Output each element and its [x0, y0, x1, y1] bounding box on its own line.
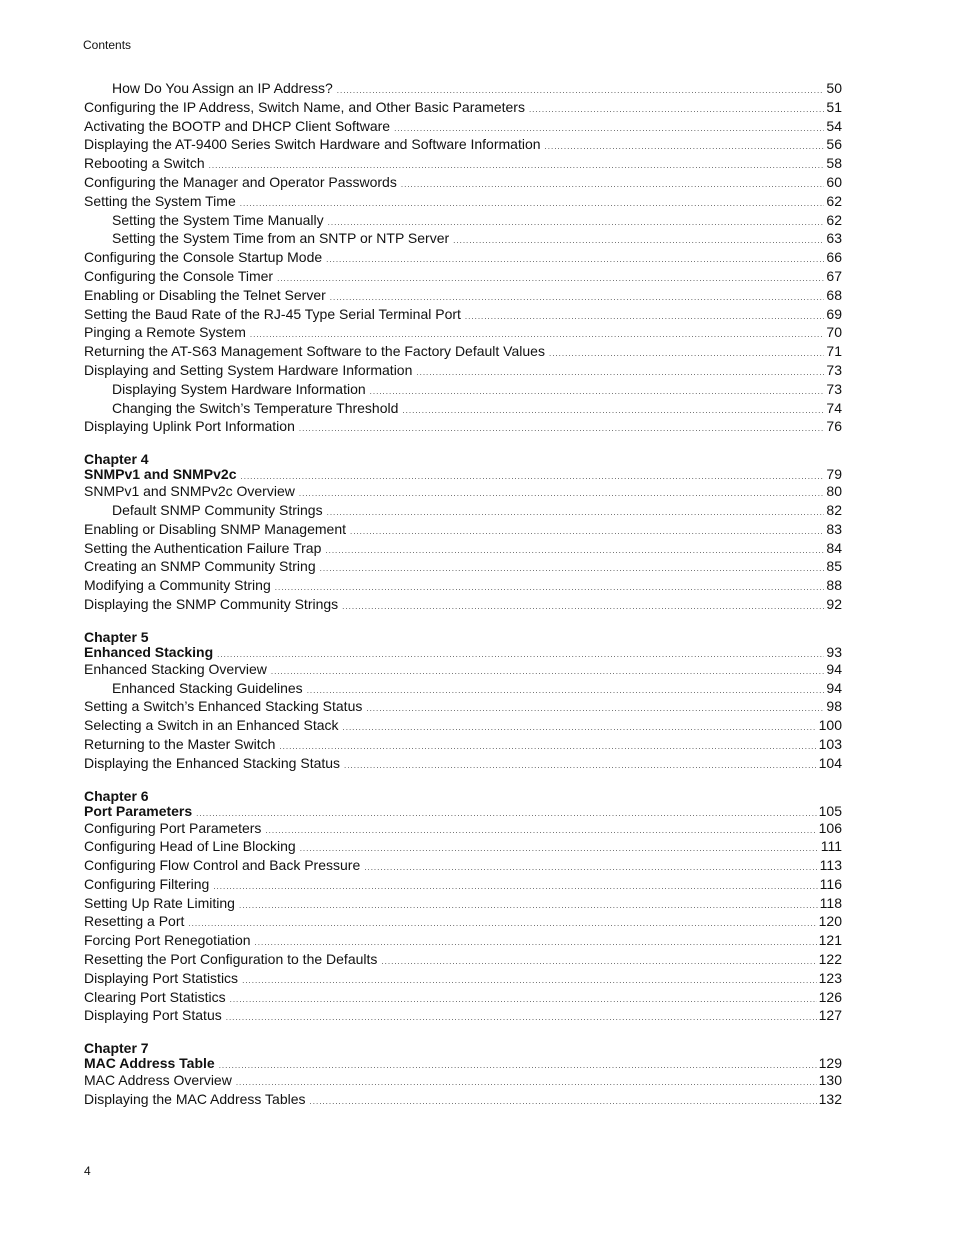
toc-entry[interactable]	[84, 716, 842, 735]
dot-leader	[370, 383, 825, 402]
toc-entry-title: Returning the AT-S63 Management Software to the Factory Default Values	[84, 343, 545, 360]
toc-entry-page: 50	[826, 80, 842, 96]
dot-leader	[529, 101, 824, 120]
toc-entry-page: 85	[826, 558, 842, 575]
toc-entry-title: Returning to the Master Switch	[84, 735, 276, 752]
dot-leader	[226, 1009, 817, 1028]
toc-entry-page: 121	[818, 932, 842, 949]
dot-leader	[242, 972, 817, 991]
toc-entry[interactable]	[84, 399, 842, 418]
toc-entry-title: Displaying the AT-9400 Series Switch Hardware and Software Information	[84, 136, 541, 153]
dot-leader	[239, 897, 818, 916]
toc-entry[interactable]	[84, 557, 842, 576]
toc-entry-page: 56	[826, 136, 842, 153]
toc-entry-title: Enhanced Stacking Overview	[84, 660, 267, 677]
chapter-title-entry[interactable]	[84, 804, 842, 819]
toc-entry[interactable]	[84, 380, 842, 399]
toc-entry-title: Changing the Switch’s Temperature Threshold	[112, 399, 399, 416]
toc-entry-title: Setting the Authentication Failure Trap	[84, 539, 322, 556]
toc-entry[interactable]	[84, 501, 842, 520]
toc-entry-title: Displaying the SNMP Community Strings	[84, 595, 339, 612]
dot-leader	[307, 682, 825, 701]
dot-leader	[381, 953, 816, 972]
toc-entry[interactable]	[84, 417, 842, 436]
toc-entry[interactable]	[84, 117, 842, 136]
toc-entry-title: How Do You Assign an IP Address?	[112, 80, 333, 96]
toc-entry-title: Displaying Uplink Port Information	[84, 418, 295, 435]
dot-leader	[402, 402, 824, 421]
chapter-label: Chapter 7	[84, 1040, 149, 1057]
toc-entry-page: 58	[826, 155, 842, 172]
dot-leader	[300, 840, 819, 859]
toc-entry-page: 70	[826, 324, 842, 341]
dot-leader	[310, 1093, 817, 1112]
toc-entry-page: 92	[826, 595, 842, 612]
toc-entry[interactable]	[84, 894, 842, 913]
toc-entry[interactable]	[84, 1090, 842, 1109]
toc-entry-page: 104	[818, 754, 842, 771]
dot-leader	[230, 991, 817, 1010]
toc-entry-title: SNMPv1 and SNMPv2c	[84, 466, 237, 483]
toc-entry-page: 118	[819, 894, 842, 911]
toc-entry[interactable]	[84, 837, 842, 856]
dot-leader	[465, 308, 825, 327]
dot-leader	[545, 138, 825, 157]
toc-entry-title: Configuring Head of Line Blocking	[84, 838, 296, 855]
dot-leader	[277, 270, 824, 289]
dot-leader	[320, 560, 825, 579]
toc-entry[interactable]	[84, 229, 842, 248]
toc-entry-page: 105	[818, 802, 842, 819]
chapter-title-entry[interactable]	[84, 467, 842, 482]
toc-entry-page: 60	[826, 173, 842, 190]
toc-entry[interactable]	[84, 950, 842, 969]
toc-entry-title: Activating the BOOTP and DHCP Client Software	[84, 117, 391, 134]
dot-leader	[364, 859, 817, 878]
dot-leader	[350, 523, 824, 542]
toc-entry[interactable]	[84, 735, 842, 754]
toc-entry-page: 98	[826, 698, 842, 715]
toc-entry[interactable]	[84, 342, 842, 361]
toc-entry[interactable]	[84, 856, 842, 875]
toc-entry-title: Configuring the Console Timer	[84, 267, 274, 284]
toc-entry-title: Displaying Port Statistics	[84, 969, 239, 986]
toc-entry-title: Configuring the Console Startup Mode	[84, 249, 323, 266]
toc-entry-title: SNMPv1 and SNMPv2c Overview	[84, 483, 295, 500]
toc-entry[interactable]	[84, 1071, 842, 1090]
dot-leader	[241, 469, 825, 484]
toc-entry-page: 73	[826, 380, 842, 397]
toc-entry-title: Setting the System Time	[84, 192, 236, 209]
dot-leader	[275, 579, 825, 598]
dot-leader	[453, 232, 824, 251]
toc-entry-title: Resetting the Port Configuration to the Defaults	[84, 951, 378, 968]
dot-leader	[271, 663, 825, 682]
toc-entry-title: Displaying Port Status	[84, 1007, 222, 1024]
toc-entry[interactable]	[84, 819, 842, 838]
toc-entry-title: Enabling or Disabling SNMP Management	[84, 520, 346, 537]
toc-entry[interactable]	[84, 595, 842, 614]
toc-entry-page: 130	[818, 1072, 842, 1089]
page-number: 4	[84, 1164, 91, 1178]
toc-entry-page: 76	[826, 418, 842, 435]
toc-entry-title: Forcing Port Renegotiation	[84, 932, 251, 949]
toc-entry[interactable]	[84, 361, 842, 380]
toc-entry-page: 69	[826, 305, 842, 322]
toc-entry[interactable]	[84, 697, 842, 716]
toc-entry[interactable]	[84, 286, 842, 305]
chapter-section	[84, 1040, 842, 1109]
toc-entry[interactable]	[84, 969, 842, 988]
toc-entry-page: 111	[820, 838, 842, 855]
dot-leader	[549, 345, 824, 364]
toc-entry-title: Selecting a Switch in an Enhanced Stack	[84, 717, 339, 734]
toc-entry-page: 80	[826, 483, 842, 500]
dot-leader	[188, 915, 816, 934]
toc-entry[interactable]	[84, 988, 842, 1007]
toc-entry-page: 62	[826, 192, 842, 209]
toc-entry[interactable]	[84, 754, 842, 773]
toc-entry-title: Configuring the IP Address, Switch Name, and Other Basic Parameters	[84, 98, 525, 115]
toc-entry-page: 68	[826, 286, 842, 303]
chapter-label: Chapter 6	[84, 787, 149, 804]
toc-entry-title: Rebooting a Switch	[84, 155, 205, 172]
dot-leader	[240, 195, 825, 214]
toc-entry-page: 62	[826, 211, 842, 228]
toc-entry-title: Configuring the Manager and Operator Passwords	[84, 173, 397, 190]
toc-entry[interactable]	[84, 154, 842, 173]
toc-entry-title: Enabling or Disabling the Telnet Server	[84, 286, 326, 303]
toc-entry-title: MAC Address Table	[84, 1055, 215, 1072]
dot-leader	[325, 542, 824, 561]
toc-entry[interactable]	[84, 135, 842, 154]
toc-entry[interactable]	[84, 875, 842, 894]
dot-leader	[279, 738, 816, 757]
chapter-section	[84, 451, 842, 614]
toc-entry-page: 51	[826, 98, 842, 115]
dot-leader	[342, 598, 824, 617]
chapter-title-entry[interactable]	[84, 1056, 842, 1071]
toc-entry-page: 106	[818, 819, 842, 836]
toc-entry-page: 71	[826, 343, 842, 360]
dot-leader	[213, 878, 817, 897]
toc-entry-title: Clearing Port Statistics	[84, 988, 226, 1005]
toc-entry[interactable]	[84, 576, 842, 595]
toc-entry-title: Modifying a Community String	[84, 577, 271, 594]
running-header: Contents	[83, 38, 132, 52]
toc-entry-page: 127	[818, 1007, 842, 1024]
toc-entry-page: 123	[818, 969, 842, 986]
toc-entry-title: Setting the System Time Manually	[112, 211, 324, 228]
toc-entry-page: 73	[826, 361, 842, 378]
toc-entry-page: 54	[826, 117, 842, 134]
toc-entry[interactable]	[84, 192, 842, 211]
dot-leader	[196, 806, 816, 821]
toc-entry-title: Setting the System Time from an SNTP or NTP Server	[112, 230, 450, 247]
toc-entry[interactable]	[84, 482, 842, 501]
dot-leader	[401, 176, 825, 195]
toc-entry-page: 129	[818, 1055, 842, 1072]
toc-entry-page: 126	[818, 988, 842, 1005]
toc-entry[interactable]	[84, 520, 842, 539]
toc-entry[interactable]	[84, 211, 842, 230]
dot-leader	[236, 1074, 817, 1093]
toc-entry-page: 103	[818, 735, 842, 752]
toc-entry-title: Displaying the MAC Address Tables	[84, 1091, 306, 1108]
toc-entry-title: Setting Up Rate Limiting	[84, 894, 235, 911]
toc-entry-title: Setting the Baud Rate of the RJ-45 Type Serial Terminal Port	[84, 305, 461, 322]
toc-entry[interactable]	[84, 679, 842, 698]
toc-entry-title: Configuring Flow Control and Back Pressure	[84, 857, 361, 874]
toc-entry-page: 83	[826, 520, 842, 537]
chapter-label: Chapter 4	[84, 451, 149, 468]
toc-entry[interactable]	[84, 98, 842, 117]
toc-entry-page: 67	[826, 267, 842, 284]
toc-entry-title: Port Parameters	[84, 802, 193, 819]
toc-entry-page: 93	[826, 643, 842, 660]
dot-leader	[219, 1058, 817, 1073]
toc-entry-title: Configuring Port Parameters	[84, 819, 262, 836]
toc-entry-title: Setting a Switch’s Enhanced Stacking Status	[84, 698, 363, 715]
toc-entry[interactable]	[84, 79, 842, 98]
dot-leader	[299, 420, 825, 439]
toc-entry-page: 66	[826, 249, 842, 266]
toc-entry-page: 74	[826, 399, 842, 416]
toc-entry[interactable]	[84, 267, 842, 286]
toc-entry-page: 63	[826, 230, 842, 247]
toc-entry[interactable]	[84, 539, 842, 558]
toc-entry-title: Resetting a Port	[84, 913, 185, 930]
toc-entry-title: Displaying and Setting System Hardware Information	[84, 361, 413, 378]
toc-entry-title: Displaying System Hardware Information	[112, 380, 366, 397]
chapter-title-entry[interactable]	[84, 645, 842, 660]
chapter-section	[84, 629, 842, 773]
dot-leader	[327, 504, 825, 523]
toc-entry-title: Configuring Filtering	[84, 875, 210, 892]
toc-entry-page: 132	[818, 1091, 842, 1108]
toc-entry-title: Pinging a Remote System	[84, 324, 246, 341]
toc-entry-title: Enhanced Stacking Guidelines	[112, 679, 303, 696]
toc-entry[interactable]	[84, 323, 842, 342]
toc-entry-page: 88	[826, 577, 842, 594]
toc-entry-page: 82	[826, 501, 842, 518]
toc-entry-title: Creating an SNMP Community String	[84, 558, 316, 575]
toc-entry[interactable]	[84, 173, 842, 192]
toc-entry[interactable]	[84, 931, 842, 950]
toc-entry-page: 94	[826, 660, 842, 677]
chapter-label: Chapter 5	[84, 628, 149, 645]
toc-entry-title: MAC Address Overview	[84, 1072, 232, 1089]
toc-entry-page: 79	[826, 466, 842, 483]
dot-leader	[343, 719, 817, 738]
toc-entry-title: Default SNMP Community Strings	[112, 501, 323, 518]
toc-entry[interactable]	[84, 248, 842, 267]
chapter-section	[84, 788, 842, 1026]
dot-leader	[344, 757, 817, 776]
toc-entry-page: 100	[818, 717, 842, 734]
table-of-contents	[84, 79, 842, 1109]
dot-leader	[265, 822, 816, 841]
toc-entry-title: Enhanced Stacking	[84, 643, 214, 660]
toc-entry-page: 84	[826, 539, 842, 556]
toc-entry-page: 122	[818, 951, 842, 968]
dot-leader	[217, 647, 824, 662]
toc-entry-page: 94	[826, 679, 842, 696]
toc-entry-title: Displaying the Enhanced Stacking Status	[84, 754, 341, 771]
dot-leader	[366, 700, 824, 719]
toc-entry[interactable]	[84, 912, 842, 931]
toc-entry-page: 116	[819, 875, 842, 892]
toc-entry-page: 113	[819, 857, 842, 874]
dot-leader	[326, 251, 824, 270]
toc-entry[interactable]	[84, 1006, 842, 1025]
toc-section	[84, 79, 842, 436]
dot-leader	[299, 485, 825, 504]
dot-leader	[416, 364, 824, 383]
toc-entry-page: 120	[818, 913, 842, 930]
toc-entry[interactable]	[84, 660, 842, 679]
